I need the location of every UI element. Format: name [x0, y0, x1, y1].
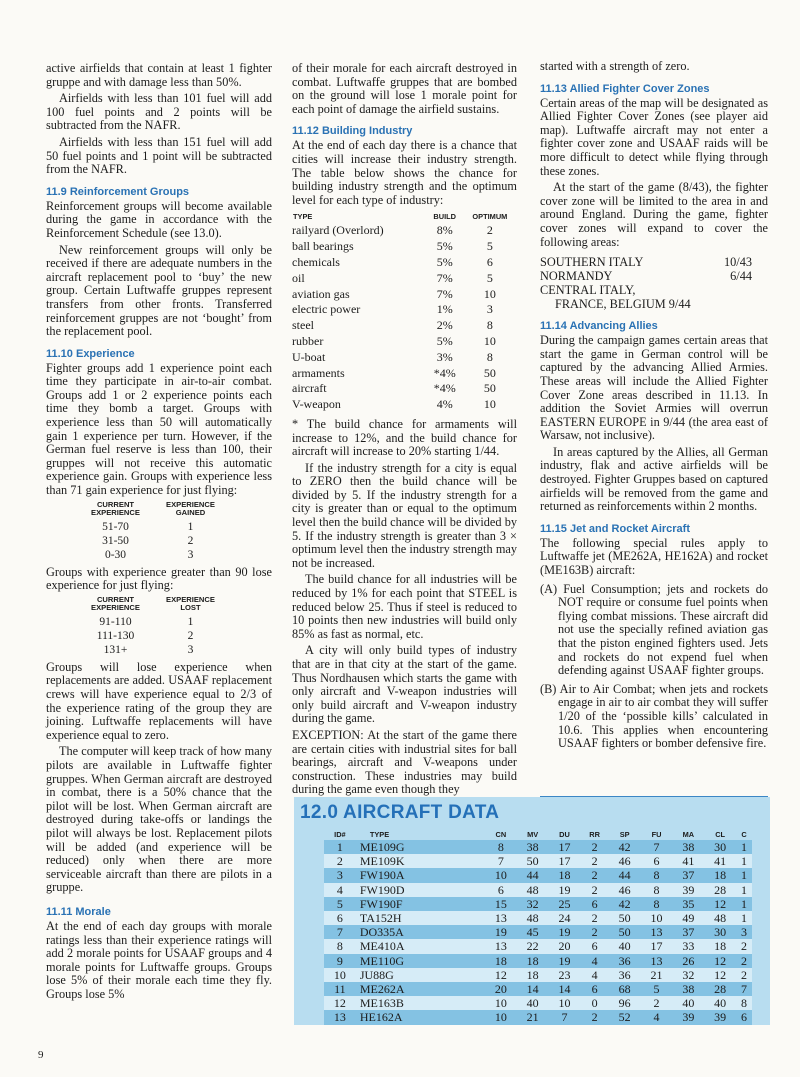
table-cell: 12: [704, 954, 736, 968]
table-cell: 10: [485, 996, 517, 1010]
table-header: TYPE: [293, 212, 313, 222]
paragraph: If the industry strength for a city is equal to ZERO then the build chance will be divided by 5. If the industry strength for a city is greater than or equal to the optimum level then the build chance will be divided by 5. If the industry strength is greater than 3 × optimum level then the industry strength may not be increased.: [292, 460, 517, 570]
table-cell: 50: [517, 854, 549, 868]
table-cell: 36: [609, 954, 641, 968]
table-cell: 45: [517, 925, 549, 939]
table-cell: 39: [672, 1010, 704, 1024]
table-cell: 17: [549, 840, 581, 854]
table-cell: 36: [609, 968, 641, 982]
table-cell: 19: [549, 954, 581, 968]
table-cell: 1: [324, 840, 356, 854]
table-cell: 19: [549, 883, 581, 897]
aircraft-data-box: [294, 797, 770, 1025]
section-heading-11-12: 11.12 Building Industry: [292, 125, 413, 138]
table-header: LOST: [180, 603, 201, 613]
table-cell: 32: [517, 897, 549, 911]
table-row: FRANCE, BELGIUM 9/44: [555, 297, 691, 312]
table-cell: 2: [736, 954, 752, 968]
paragraph: During the campaign games certain areas that start the game in German control will be captured by the advancing Allied Armies. These areas will include the Allied Fighter Cover Zone areas described in 11.13. In addition the Soviet Armies will overrun EASTERN EUROPE in 9/44 (the area east of Warsaw, not inclusive).: [540, 333, 768, 443]
experience-lose-table: [78, 596, 228, 657]
table-cell: 2: [580, 1010, 608, 1024]
table-cell: 41: [672, 854, 704, 868]
table-cell: 9: [324, 954, 356, 968]
table-header: EXPERIENCE: [91, 603, 140, 613]
column-header: CL: [715, 830, 726, 839]
page-number: 9: [38, 1049, 44, 1061]
table-cell: 19: [549, 925, 581, 939]
table-cell: 18: [517, 954, 549, 968]
paragraph: New reinforcement groups will only be received if there are adequate numbers in the aircraft replacement pool to ‘buy’ the new group. Certain Luftwaffe gruppes represent transfers from other fronts. Transferred reinforcement gruppes are not ‘bought’ from the replacement pool.: [46, 242, 272, 339]
table-cell: 25: [549, 897, 581, 911]
table-row: chemicals 5% 6: [292, 254, 493, 269]
table-cell: 40: [609, 939, 641, 953]
table-cell: 18: [549, 868, 581, 882]
table-cell: ME109K: [356, 854, 485, 868]
table-cell: 2: [641, 996, 673, 1010]
table-cell: 48: [517, 883, 549, 897]
table-row: [324, 954, 752, 968]
table-header: EXPERIENCE: [166, 499, 215, 509]
table-cell: 8: [641, 883, 673, 897]
table-cell: 26: [672, 954, 704, 968]
table-row: ball bearings 5% 5: [292, 239, 493, 254]
table-cell: 4: [324, 883, 356, 897]
table-cell: 42: [609, 840, 641, 854]
table-cell: ME109G: [356, 840, 485, 854]
column-header: C: [741, 830, 747, 839]
table-row: oil 7% 5: [292, 270, 493, 285]
table-cell: 1: [736, 911, 752, 925]
table-row: [324, 939, 752, 953]
table-cell: 23: [549, 968, 581, 982]
column-header: RR: [589, 830, 600, 839]
table-cell: 11: [324, 982, 356, 996]
table-cell: 21: [641, 968, 673, 982]
table-cell: 12: [704, 968, 736, 982]
paragraph: At the end of each day groups with morale ratings less than their experience ratings will add 2 morale points for USAAF groups and 4 morale points for Luftwaffe groups. Groups lose 5% of their morale each time they fly. Groups lose 5%: [46, 918, 272, 1001]
table-row: 111-130 2: [96, 629, 194, 642]
table-cell: 1: [736, 854, 752, 868]
table-cell: FW190D: [356, 883, 485, 897]
table-cell: 22: [517, 939, 549, 953]
table-cell: 46: [609, 854, 641, 868]
paragraph: Reinforcement groups will become available during the game in accordance with the Reinforcement Schedule (see 13.0).: [46, 198, 272, 240]
table-cell: 7: [736, 982, 752, 996]
table-cell: 15: [485, 897, 517, 911]
table-row: [324, 1010, 752, 1024]
table-cell: 50: [609, 911, 641, 925]
table-cell: 37: [672, 925, 704, 939]
table-cell: 28: [704, 883, 736, 897]
paragraph: active airfields that contain at least 1 fighter gruppe and with damage less than 50%.: [46, 61, 272, 89]
table-cell: 4: [580, 954, 608, 968]
table-cell: 40: [517, 996, 549, 1010]
table-cell: 7: [549, 1010, 581, 1024]
column-header: DU: [559, 830, 570, 839]
section-heading-11-15: 11.15 Jet and Rocket Aircraft: [540, 522, 690, 535]
table-cell: 44: [609, 868, 641, 882]
table-cell: 12: [704, 897, 736, 911]
table-row: aviation gas 7% 10: [292, 286, 496, 301]
table-cell: 6: [736, 1010, 752, 1024]
table-cell: 46: [609, 883, 641, 897]
table-cell: 48: [704, 911, 736, 925]
table-row: CENTRAL ITALY,: [540, 283, 636, 298]
table-cell: 7: [641, 840, 673, 854]
table-cell: HE162A: [356, 1010, 485, 1024]
table-cell: 6: [324, 911, 356, 925]
table-cell: FW190F: [356, 897, 485, 911]
table-cell: 13: [485, 939, 517, 953]
table-cell: 2: [580, 911, 608, 925]
table-cell: 20: [549, 939, 581, 953]
paragraph: of their morale for each aircraft destroyed in combat. Luftwaffe gruppes that are bombed on the ground will lose 1 morale point for each point of damage the airfield sustains.: [292, 61, 517, 116]
table-cell: 35: [672, 897, 704, 911]
table-cell: 13: [324, 1010, 356, 1024]
paragraph: Fighter groups add 1 experience point each time they participate in air-to-air combat. Groups add 1 or 2 experience points each time they bomb a target. Groups with experience less than 50 will automatically gain 1 experience per turn. However, if the German fuel reserve is less than 100, their gruppes will not receive this automatic experience gain. Groups with experience less than 71 gain experience for just flying:: [46, 360, 272, 498]
table-cell: ME410A: [356, 939, 485, 953]
table-cell: 8: [736, 996, 752, 1010]
table-cell: 8: [485, 840, 517, 854]
table-cell: 37: [672, 868, 704, 882]
table-header: CURRENT: [96, 594, 135, 604]
table-cell: TA152H: [356, 911, 485, 925]
table-cell: 38: [672, 982, 704, 996]
table-row: [324, 854, 752, 868]
table-cell: 18: [485, 954, 517, 968]
table-row: 91-110 1: [99, 615, 194, 628]
experience-gain-table: [78, 501, 228, 562]
table-cell: 6: [580, 982, 608, 996]
table-cell: 2: [580, 925, 608, 939]
table-cell: 2: [580, 868, 608, 882]
paragraph: In areas captured by the Allies, all German industry, flak and active airfields will be destroyed. Fighter Gruppes based on captured airfields will be removed from the game and returned as reinforcements within 2 months.: [540, 444, 768, 514]
table-cell: 10: [641, 911, 673, 925]
table-cell: 12: [485, 968, 517, 982]
table-cell: 68: [609, 982, 641, 996]
table-row: rubber 5% 10: [292, 333, 496, 348]
table-cell: 10: [324, 968, 356, 982]
table-cell: 6: [485, 883, 517, 897]
table-row: [324, 996, 752, 1010]
table-cell: 1: [736, 883, 752, 897]
table-cell: 18: [704, 868, 736, 882]
table-cell: ME163B: [356, 996, 485, 1010]
table-cell: 10: [485, 1010, 517, 1024]
paragraph: EXCEPTION: At the start of the game there are certain cities with industrial sites for ball bearings, aircraft and V-weapons under construction. These industries may build during the game even though they: [292, 727, 517, 797]
table-cell: 21: [517, 1010, 549, 1024]
paragraph: (B) Air to Air Combat; when jets and rockets engage in air to air combat they will suffer 1/20 of the ‘possible kills’ calculated in 10.6. This applies when encountering USAAF fighters or bomber defensive fire.: [540, 681, 768, 751]
table-cell: 7: [485, 854, 517, 868]
table-cell: 14: [517, 982, 549, 996]
table-cell: 28: [704, 982, 736, 996]
table-cell: 4: [641, 1010, 673, 1024]
table-cell: 17: [641, 939, 673, 953]
table-cell: 10: [485, 868, 517, 882]
table-cell: 19: [485, 925, 517, 939]
table-cell: 13: [641, 954, 673, 968]
table-header: BUILD: [433, 212, 456, 222]
table-cell: 1: [736, 840, 752, 854]
table-cell: 38: [672, 840, 704, 854]
paragraph: (A) Fuel Consumption; jets and rockets do NOT require or consume fuel points when flying combat missions. These aircraft did not use the specially refined aviation gas that the piston engined fighters used. Jets and rockets do not expend fuel when defending against USAAF fighter groups.: [540, 581, 768, 678]
table-cell: 49: [672, 911, 704, 925]
column-header: SP: [619, 830, 630, 839]
table-cell: 50: [609, 925, 641, 939]
aircraft-data-table: [324, 830, 752, 1025]
column-header: TYPE: [369, 830, 390, 839]
table-cell: 3: [324, 868, 356, 882]
table-cell: 42: [609, 897, 641, 911]
column-header: CN: [495, 830, 507, 839]
table-row: SOUTHERN ITALY 10/43: [540, 255, 752, 270]
table-cell: 2: [736, 968, 752, 982]
paragraph: Certain areas of the map will be designated as Allied Fighter Cover Zones (see player aid map). Luftwaffe aircraft may not enter a fighter cover zone and USAAF raids will be more difficult to detect while flying through these zones.: [540, 95, 768, 178]
paragraph: A city will only build types of industry that are in that city at the start of the game. Thus Nordhausen which starts the game with only aircraft and V-weapon industries will only build aircraft and V-weapon industry during the game.: [292, 643, 517, 726]
column-1: [46, 62, 272, 1004]
table-cell: 5: [641, 982, 673, 996]
table-header: OPTIMUM: [472, 212, 508, 222]
table-cell: 40: [704, 996, 736, 1010]
table-cell: 8: [641, 868, 673, 882]
table-row: U-boat 3% 8: [292, 349, 493, 364]
table-cell: 1: [736, 868, 752, 882]
paragraph: Airfields with less than 101 fuel will add 100 fuel points and 2 points will be subtracted from the NAFR.: [46, 91, 272, 133]
table-cell: 44: [517, 868, 549, 882]
table-row: [324, 840, 752, 854]
section-heading-11-11: 11.11 Morale: [46, 905, 111, 918]
column-header: ID#: [334, 830, 346, 839]
table-cell: 8: [324, 939, 356, 953]
table-row: [324, 897, 752, 911]
industry-table: [292, 210, 517, 413]
table-cell: 4: [580, 968, 608, 982]
table-cell: 20: [485, 982, 517, 996]
table-row: [324, 883, 752, 897]
cover-zone-table: [540, 255, 768, 311]
table-cell: 14: [549, 982, 581, 996]
table-cell: 41: [704, 854, 736, 868]
table-cell: 6: [641, 854, 673, 868]
table-row: [324, 868, 752, 882]
table-cell: 39: [704, 1010, 736, 1024]
table-cell: 13: [485, 911, 517, 925]
table-cell: 18: [704, 939, 736, 953]
paragraph: Groups will lose experience when replacements are added. USAAF replacement crews will have experience equal to 2/3 of the experience rating of the group they are joining. Luftwaffe replacements will have experience equal to zero.: [46, 659, 272, 742]
table-cell: 7: [324, 925, 356, 939]
table-row: armaments *4% 50: [292, 365, 496, 380]
table-cell: 6: [580, 939, 608, 953]
paragraph: The following special rules apply to Luftwaffe jet (ME262A, HE162A) and rocket (ME163B) aircraft:: [540, 535, 768, 578]
section-heading-11-10: 11.10 Experience: [46, 347, 135, 360]
table-cell: 0: [580, 996, 608, 1010]
table-cell: 2: [580, 854, 608, 868]
table-cell: 40: [672, 996, 704, 1010]
table-cell: JU88G: [356, 968, 485, 982]
column-2: [292, 62, 517, 800]
paragraph: At the end of each day there is a chance that cities will increase their industry strength. The table below shows the chance for building industry strength and the optimum level for each type of industry:: [292, 138, 517, 207]
table-cell: 2: [580, 840, 608, 854]
paragraph: * The build chance for armaments will increase to 12%, and the build chance for aircraft will increase to 20% starting 1/44.: [292, 416, 517, 459]
column-header: MA: [682, 830, 695, 839]
table-row: [324, 982, 752, 996]
paragraph: Groups with experience greater than 90 lose experience for just flying:: [46, 564, 272, 593]
table-cell: 13: [641, 925, 673, 939]
table-cell: DO335A: [356, 925, 485, 939]
table-cell: 39: [672, 883, 704, 897]
table-row: railyard (Overlord) 8% 2: [292, 223, 493, 238]
table-cell: 2: [324, 854, 356, 868]
paragraph: At the start of the game (8/43), the fighter cover zone will be limited to the area in and around England. During the game, fighter cover zones will expand to cover the following areas:: [540, 180, 768, 249]
table-cell: 8: [641, 897, 673, 911]
table-row: [324, 968, 752, 982]
table-cell: 17: [549, 854, 581, 868]
table-cell: 10: [549, 996, 581, 1010]
paragraph: Airfields with less than 151 fuel will add 50 fuel points and 1 point will be subtracted from the NAFR.: [46, 134, 272, 177]
table-row: V-weapon 4% 10: [292, 397, 496, 412]
table-row: 51-70 1: [102, 520, 194, 533]
table-cell: 5: [324, 897, 356, 911]
paragraph: started with a strength of zero.: [540, 59, 690, 73]
column-3: [540, 60, 768, 754]
table-row: 0-30 3: [104, 548, 194, 561]
table-header: GAINED: [175, 508, 206, 518]
table-row: NORMANDY 6/44: [540, 269, 752, 284]
table-header: CURRENT: [96, 499, 135, 509]
table-cell: 33: [672, 939, 704, 953]
table-row: steel 2% 8: [292, 318, 493, 333]
table-row: [324, 925, 752, 939]
table-cell: 18: [517, 968, 549, 982]
paragraph: The build chance for all industries will be reduced by 1% for each point that STEEL is reduced below 25. Thus if steel is reduced to 10 points then new industries will build only 85% as fast as normal, etc.: [292, 572, 517, 641]
table-cell: 12: [324, 996, 356, 1010]
aircraft-data-title: 12.0 AIRCRAFT DATA: [300, 802, 500, 823]
column-header: FU: [651, 830, 662, 839]
table-cell: FW190A: [356, 868, 485, 882]
table-cell: 30: [704, 925, 736, 939]
table-cell: 52: [609, 1010, 641, 1024]
table-cell: 2: [736, 939, 752, 953]
table-row: 31-50 2: [102, 534, 194, 547]
table-header: EXPERIENCE: [166, 594, 215, 604]
table-cell: 1: [736, 897, 752, 911]
table-cell: 24: [549, 911, 581, 925]
table-row: aircraft *4% 50: [292, 381, 496, 396]
table-cell: 32: [672, 968, 704, 982]
table-cell: ME262A: [356, 982, 485, 996]
table-row: electric power 1% 3: [292, 302, 493, 317]
column-header: MV: [527, 830, 539, 839]
table-cell: 6: [580, 897, 608, 911]
section-heading-11-9: 11.9 Reinforcement Groups: [46, 185, 190, 198]
paragraph: The computer will keep track of how many pilots are available in Luftwaffe fighter gruppes. When German aircraft are destroyed in combat, there is a 50% chance that the pilot will be lost. When German aircraft are destroyed during take-offs or landings the pilot will always be lost. Replacement pilots will be added (and experience will be reduced) only when there are more serviceable aircraft than there are pilots in a gruppe.: [46, 744, 272, 895]
table-row: [324, 911, 752, 925]
table-row: 131+ 3: [103, 643, 194, 656]
section-heading-11-13: 11.13 Allied Fighter Cover Zones: [540, 82, 710, 95]
table-cell: 3: [736, 925, 752, 939]
table-cell: ME110G: [356, 954, 485, 968]
table-cell: 38: [517, 840, 549, 854]
table-cell: 96: [609, 996, 641, 1010]
table-cell: 48: [517, 911, 549, 925]
table-cell: 2: [580, 883, 608, 897]
table-header: EXPERIENCE: [91, 508, 140, 518]
section-heading-11-14: 11.14 Advancing Allies: [540, 320, 658, 333]
table-cell: 30: [704, 840, 736, 854]
